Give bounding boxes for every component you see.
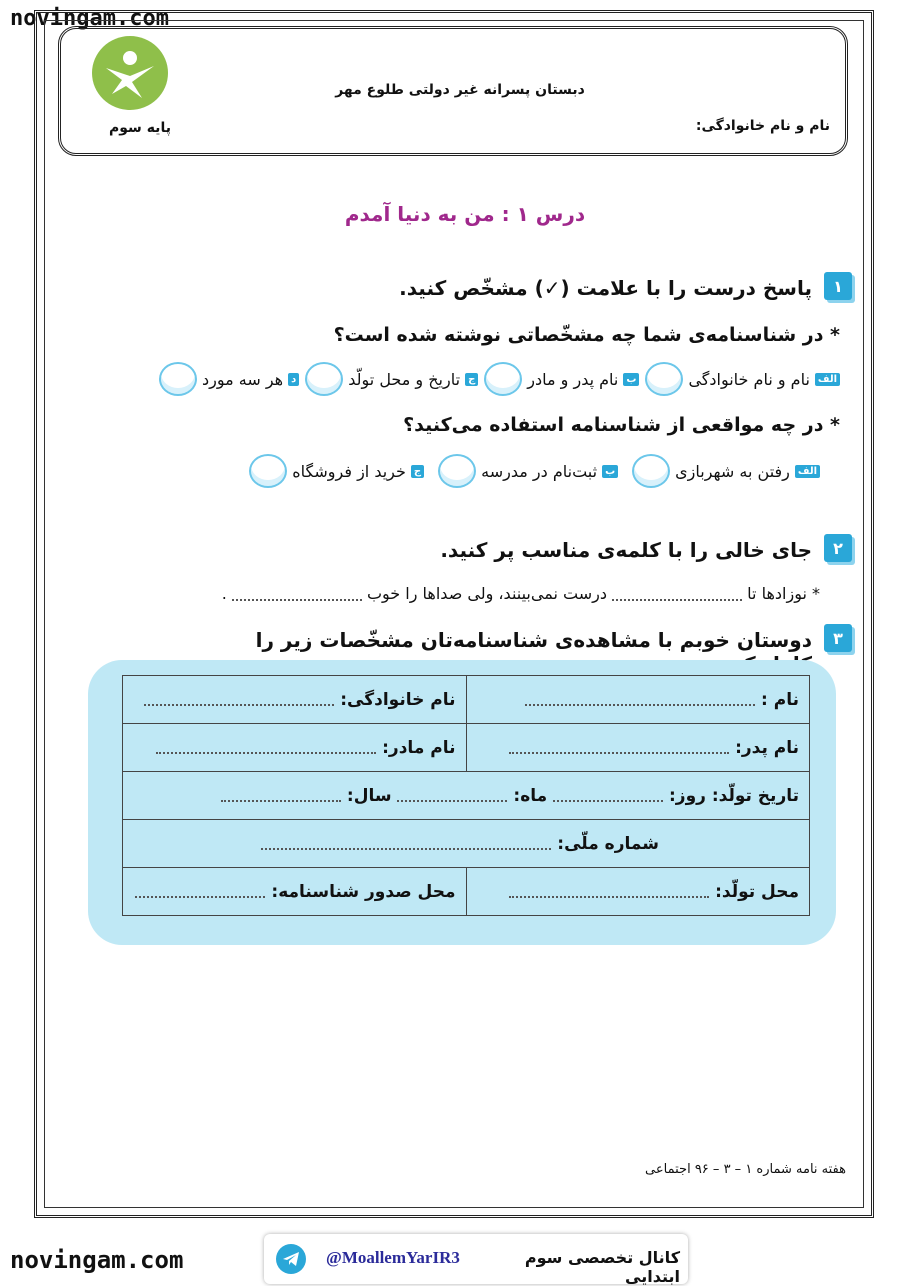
question-3-number: ۳: [824, 624, 852, 652]
year-label: سال:: [346, 785, 392, 806]
blank-field[interactable]: [612, 589, 742, 601]
option-letter: ب: [602, 465, 618, 478]
name-cell: [466, 676, 810, 724]
channel-label: کانال تخصصی سوم ابتدایی: [524, 1248, 680, 1286]
birth-date-label: تاریخ تولّد: روز:: [668, 785, 799, 806]
answer-bubble[interactable]: [305, 362, 343, 396]
birth-day-field[interactable]: [553, 790, 663, 802]
issue-place-field[interactable]: [135, 886, 265, 898]
name-field[interactable]: [525, 694, 755, 706]
answer-bubble[interactable]: [249, 454, 287, 488]
school-name: دبستان پسرانه غیر دولتی طلوع مهر: [335, 82, 585, 98]
month-label: ماه:: [513, 785, 548, 806]
birth-year-field[interactable]: [221, 790, 341, 802]
watermark-top: novingam.com: [10, 6, 169, 31]
option-letter: ج: [465, 373, 478, 386]
answer-bubble[interactable]: [484, 362, 522, 396]
sentence-part-a: * نوزادها تا: [747, 584, 820, 603]
family-field[interactable]: [144, 694, 334, 706]
option-letter: الف: [795, 465, 820, 478]
national-id-label: شماره ملّی:: [557, 833, 659, 854]
option-text: تاریخ و محل تولّد: [348, 369, 461, 389]
question-1a-prompt: * در شناسنامه‌ی شما چه مشخّصاتی نوشته شده است؟: [333, 324, 840, 346]
mother-label: نام مادر:: [382, 737, 456, 758]
grade-label: پایه سوم: [109, 120, 171, 136]
name-label: نام :: [761, 689, 799, 710]
answer-bubble[interactable]: [438, 454, 476, 488]
telegram-icon[interactable]: [276, 1244, 306, 1274]
question-1a-options: [50, 362, 840, 396]
option-letter: ب: [623, 373, 639, 386]
question-1-number: ۱: [824, 272, 852, 300]
option-text: نام و نام خانوادگی: [688, 369, 810, 389]
option-1a-jim[interactable]: [305, 362, 478, 396]
answer-bubble[interactable]: [645, 362, 683, 396]
birth-place-label: محل تولّد:: [715, 881, 799, 902]
question-1b-prompt: * در چه مواقعی از شناسنامه استفاده می‌کنید؟: [403, 414, 840, 436]
option-text: ثبت‌نام در مدرسه: [481, 461, 598, 481]
father-label: نام پدر:: [735, 737, 799, 758]
birth-date-cell: [123, 772, 810, 820]
question-2-number: ۲: [824, 534, 852, 562]
birth-place-field[interactable]: [509, 886, 709, 898]
option-letter: الف: [815, 373, 840, 386]
mother-cell: [123, 724, 467, 772]
page-frame-inner: [44, 20, 864, 1208]
birth-month-field[interactable]: [397, 790, 507, 802]
national-id-cell: [123, 820, 810, 868]
option-1a-dal[interactable]: [159, 362, 299, 396]
birth-place-cell: [466, 868, 810, 916]
national-id-field[interactable]: [261, 838, 551, 850]
family-cell: [123, 676, 467, 724]
answer-bubble[interactable]: [632, 454, 670, 488]
answer-bubble[interactable]: [159, 362, 197, 396]
option-1b-alef[interactable]: [632, 454, 820, 488]
question-2-sentence: [140, 584, 820, 603]
father-field[interactable]: [509, 742, 729, 754]
question-2-title: جای خالی را با کلمه‌ی مناسب پر کنید.: [440, 538, 812, 562]
option-letter: ج: [411, 465, 424, 478]
option-text: رفتن به شهربازی: [675, 461, 790, 481]
question-3-title: دوستان خوبم با مشاهده‌ی شناسنامه‌تان مشخّصات زیر را: [255, 628, 812, 652]
student-name-label: نام و نام خانوادگی:: [695, 118, 830, 134]
option-letter: د: [288, 373, 299, 386]
blank-field[interactable]: [232, 589, 362, 601]
question-1b-options: [100, 454, 820, 488]
id-form-table: [122, 675, 810, 916]
issue-place-label: محل صدور شناسنامه:: [271, 881, 456, 902]
option-1b-be[interactable]: [438, 454, 618, 488]
father-cell: [466, 724, 810, 772]
watermark-bottom: novingam.com: [10, 1246, 184, 1274]
option-text: نام پدر و مادر: [527, 369, 619, 389]
option-1a-alef[interactable]: [645, 362, 840, 396]
option-1a-be[interactable]: [484, 362, 639, 396]
option-text: هر سه مورد: [201, 369, 284, 389]
option-1b-jim[interactable]: [249, 454, 424, 488]
sentence-part-b: درست نمی‌بینند، ولی صداها را خوب: [366, 584, 607, 603]
question-1-title: پاسخ درست را با علامت (✓) مشخّص کنید.: [399, 276, 812, 300]
mother-field[interactable]: [156, 742, 376, 754]
footer-note: هفته نامه شماره ۱ – ۳ – ۹۶ اجتماعی: [645, 1162, 846, 1177]
issue-place-cell: [123, 868, 467, 916]
sentence-end: .: [221, 584, 227, 603]
family-label: نام خانوادگی:: [340, 689, 456, 710]
lesson-title: درس ۱ : من به دنیا آمدم: [344, 202, 586, 226]
option-text: خرید از فروشگاه: [292, 461, 406, 481]
channel-handle[interactable]: @MoallemYarIR3: [326, 1248, 460, 1267]
school-logo: [92, 36, 168, 110]
